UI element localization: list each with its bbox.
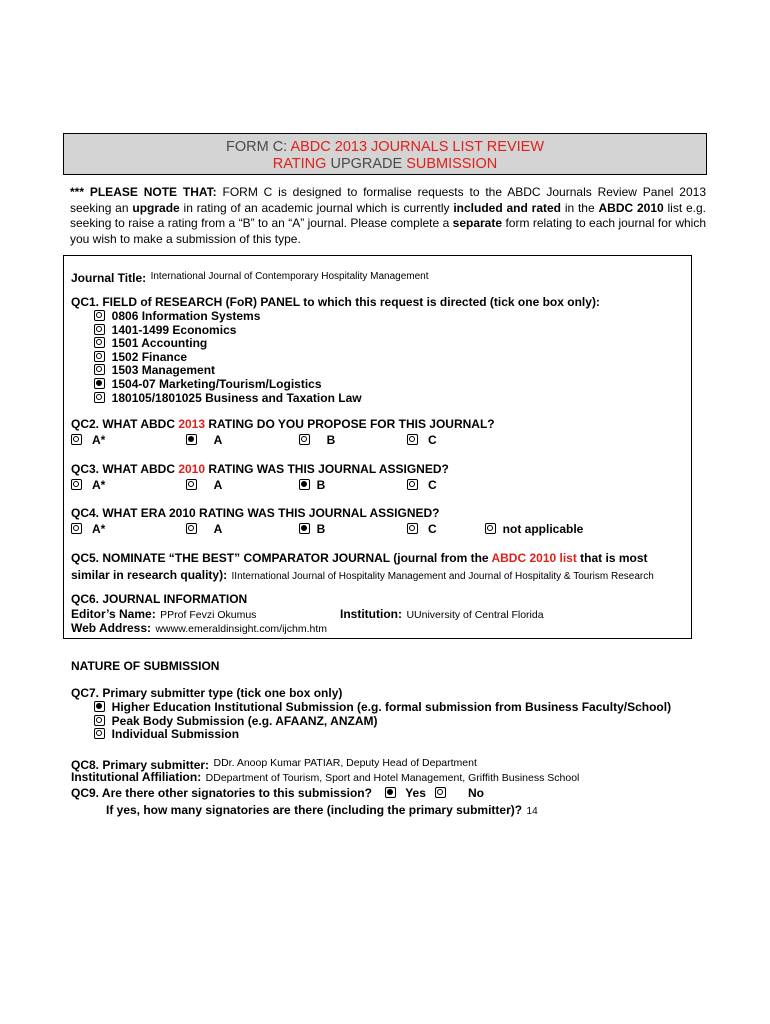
qc2-option[interactable]: A <box>186 433 222 447</box>
form-title-line2: RATING UPGRADE SUBMISSION <box>272 156 498 172</box>
form-title: ABDC 2013 JOURNALS LIST REVIEW <box>290 139 545 155</box>
radio-icon[interactable] <box>94 392 105 403</box>
qc5-question: QC5. NOMINATE “THE BEST” COMPARATOR JOURNAL (journal from the ABDC 2010 list that is most <box>71 551 648 565</box>
radio-checked-icon[interactable] <box>299 479 310 490</box>
radio-icon[interactable] <box>94 715 105 726</box>
qc2-option[interactable]: A* <box>71 433 105 447</box>
form-header <box>63 133 707 175</box>
qc9-row: QC9. Are there other signatories to this submission? Yes No <box>71 786 485 800</box>
nature-heading: NATURE OF SUBMISSION <box>71 659 220 673</box>
qc3-option[interactable]: B <box>299 478 325 492</box>
qc3-question: QC3. WHAT ABDC 2010 RATING WAS THIS JOURNAL ASSIGNED? <box>71 462 449 476</box>
radio-icon[interactable] <box>407 523 418 534</box>
qc1-option[interactable]: 1502 Finance <box>94 350 362 364</box>
journal-title-field[interactable]: International Journal of Contemporary Hospitality Management <box>150 271 429 282</box>
form-title-line1 <box>64 139 706 156</box>
qc1-option[interactable]: 0806 Information Systems <box>94 309 362 323</box>
radio-icon[interactable] <box>94 364 105 375</box>
qc9-yes-label: Yes <box>405 786 426 800</box>
radio-icon[interactable] <box>407 434 418 445</box>
qc1-option[interactable]: 1504-07 Marketing/Tourism/Logistics <box>94 377 362 391</box>
qc3-option[interactable]: A* <box>71 478 105 492</box>
qc7-option[interactable]: Peak Body Submission (e.g. AFAANZ, ANZAM) <box>94 714 671 728</box>
instructions-note: *** PLEASE NOTE THAT: FORM C is designed to formalise requests to the ABDC Journals Review Panel 2013 seeking an upgrade in rating of an academic journal which is currently included and rated in the ABDC 2010 list e.g. seeking to raise a rating from a “B” to an “A” journal. Please complete a separate form relating to each journal for which you wish to make a submission of this type. <box>70 185 706 246</box>
qc3-option[interactable]: C <box>407 478 437 492</box>
comparator-journal-field[interactable]: IInternational Journal of Hospitality Management and Journal of Hospitality & Tourism Research <box>231 571 654 582</box>
qc9-no-label: No <box>468 786 485 800</box>
primary-submitter-field[interactable]: DDr. Anoop Kumar PATIAR, Deputy Head of Department <box>213 757 477 769</box>
radio-icon[interactable] <box>299 434 310 445</box>
qc7-option[interactable]: Individual Submission <box>94 727 671 741</box>
institution-row: Institution: UUniversity of Central Florida <box>340 607 544 621</box>
affiliation-row: Institutional Affiliation: DDepartment of Tourism, Sport and Hotel Management, Griffith Business School <box>71 770 580 784</box>
qc1-option[interactable]: 1501 Accounting <box>94 336 362 350</box>
qc3-option[interactable]: A <box>186 478 222 492</box>
radio-checked-icon[interactable] <box>299 523 310 534</box>
qc4-question: QC4. WHAT ERA 2010 RATING WAS THIS JOURNAL ASSIGNED? <box>71 506 440 520</box>
web-address-field[interactable]: wwww.emeraldinsight.com/ijchm.htm <box>155 623 328 635</box>
radio-icon[interactable] <box>94 728 105 739</box>
qc1-option[interactable]: 180105/1801025 Business and Taxation Law <box>94 391 362 405</box>
radio-icon[interactable] <box>94 310 105 321</box>
radio-icon[interactable] <box>71 434 82 445</box>
qc2-option[interactable]: C <box>407 433 437 447</box>
qc2-option[interactable]: B <box>299 433 335 447</box>
affiliation-field[interactable]: DDepartment of Tourism, Sport and Hotel Management, Griffith Business School <box>205 772 580 784</box>
qc1-option[interactable]: 1401-1499 Economics <box>94 323 362 337</box>
qc4-option[interactable]: C <box>407 522 437 536</box>
institution-field[interactable]: UUniversity of Central Florida <box>406 609 544 621</box>
radio-icon[interactable] <box>407 479 418 490</box>
qc1-options <box>94 309 362 404</box>
journal-title-row <box>71 266 429 285</box>
qc4-option-na[interactable]: not applicable <box>485 522 583 536</box>
radio-icon[interactable] <box>186 523 197 534</box>
qc4-option[interactable]: A* <box>71 522 105 536</box>
qc4-option[interactable]: A <box>186 522 222 536</box>
radio-checked-icon[interactable] <box>385 787 396 798</box>
qc9-followup-row: If yes, how many signatories are there (including the primary submitter)? 14 <box>106 803 538 817</box>
qc2-question: QC2. WHAT ABDC 2013 RATING DO YOU PROPOSE FOR THIS JOURNAL? <box>71 417 495 431</box>
radio-icon[interactable] <box>94 351 105 362</box>
web-address-row: Web Address: wwww.emeraldinsight.com/ijchm.htm <box>71 621 328 635</box>
editor-row: Editor’s Name: PProf Fevzi Okumus <box>71 607 257 621</box>
radio-icon[interactable] <box>485 523 496 534</box>
radio-icon[interactable] <box>186 479 197 490</box>
journal-title-label: Journal Title: <box>71 271 147 285</box>
qc6-heading: QC6. JOURNAL INFORMATION <box>71 592 248 606</box>
signatory-count-field[interactable]: 14 <box>526 806 538 817</box>
qc1-option[interactable]: 1503 Management <box>94 363 362 377</box>
radio-checked-icon[interactable] <box>94 701 105 712</box>
qc7-question: QC7. Primary submitter type (tick one box only) <box>71 686 343 700</box>
form-label: FORM C: <box>225 139 288 155</box>
editor-name-field[interactable]: PProf Fevzi Okumus <box>160 609 257 621</box>
qc5-answer-row: similar in research quality): IInternational Journal of Hospitality Management and Journal of Hospitality & Tourism Research <box>71 568 654 582</box>
radio-icon[interactable] <box>94 337 105 348</box>
radio-checked-icon[interactable] <box>94 378 105 389</box>
radio-icon[interactable] <box>94 324 105 335</box>
qc1-question: QC1. FIELD of RESEARCH (FoR) PANEL to which this request is directed (tick one box only): <box>71 295 600 309</box>
radio-icon[interactable] <box>71 523 82 534</box>
qc7-options <box>94 700 671 741</box>
radio-icon[interactable] <box>71 479 82 490</box>
qc4-option[interactable]: B <box>299 522 325 536</box>
qc8-row: QC8. Primary submitter: DDr. Anoop Kumar PATIAR, Deputy Head of Department <box>71 757 477 772</box>
qc7-option[interactable]: Higher Education Institutional Submission (e.g. formal submission from Business Faculty/School) <box>94 700 671 714</box>
radio-icon[interactable] <box>435 787 446 798</box>
radio-checked-icon[interactable] <box>186 434 197 445</box>
